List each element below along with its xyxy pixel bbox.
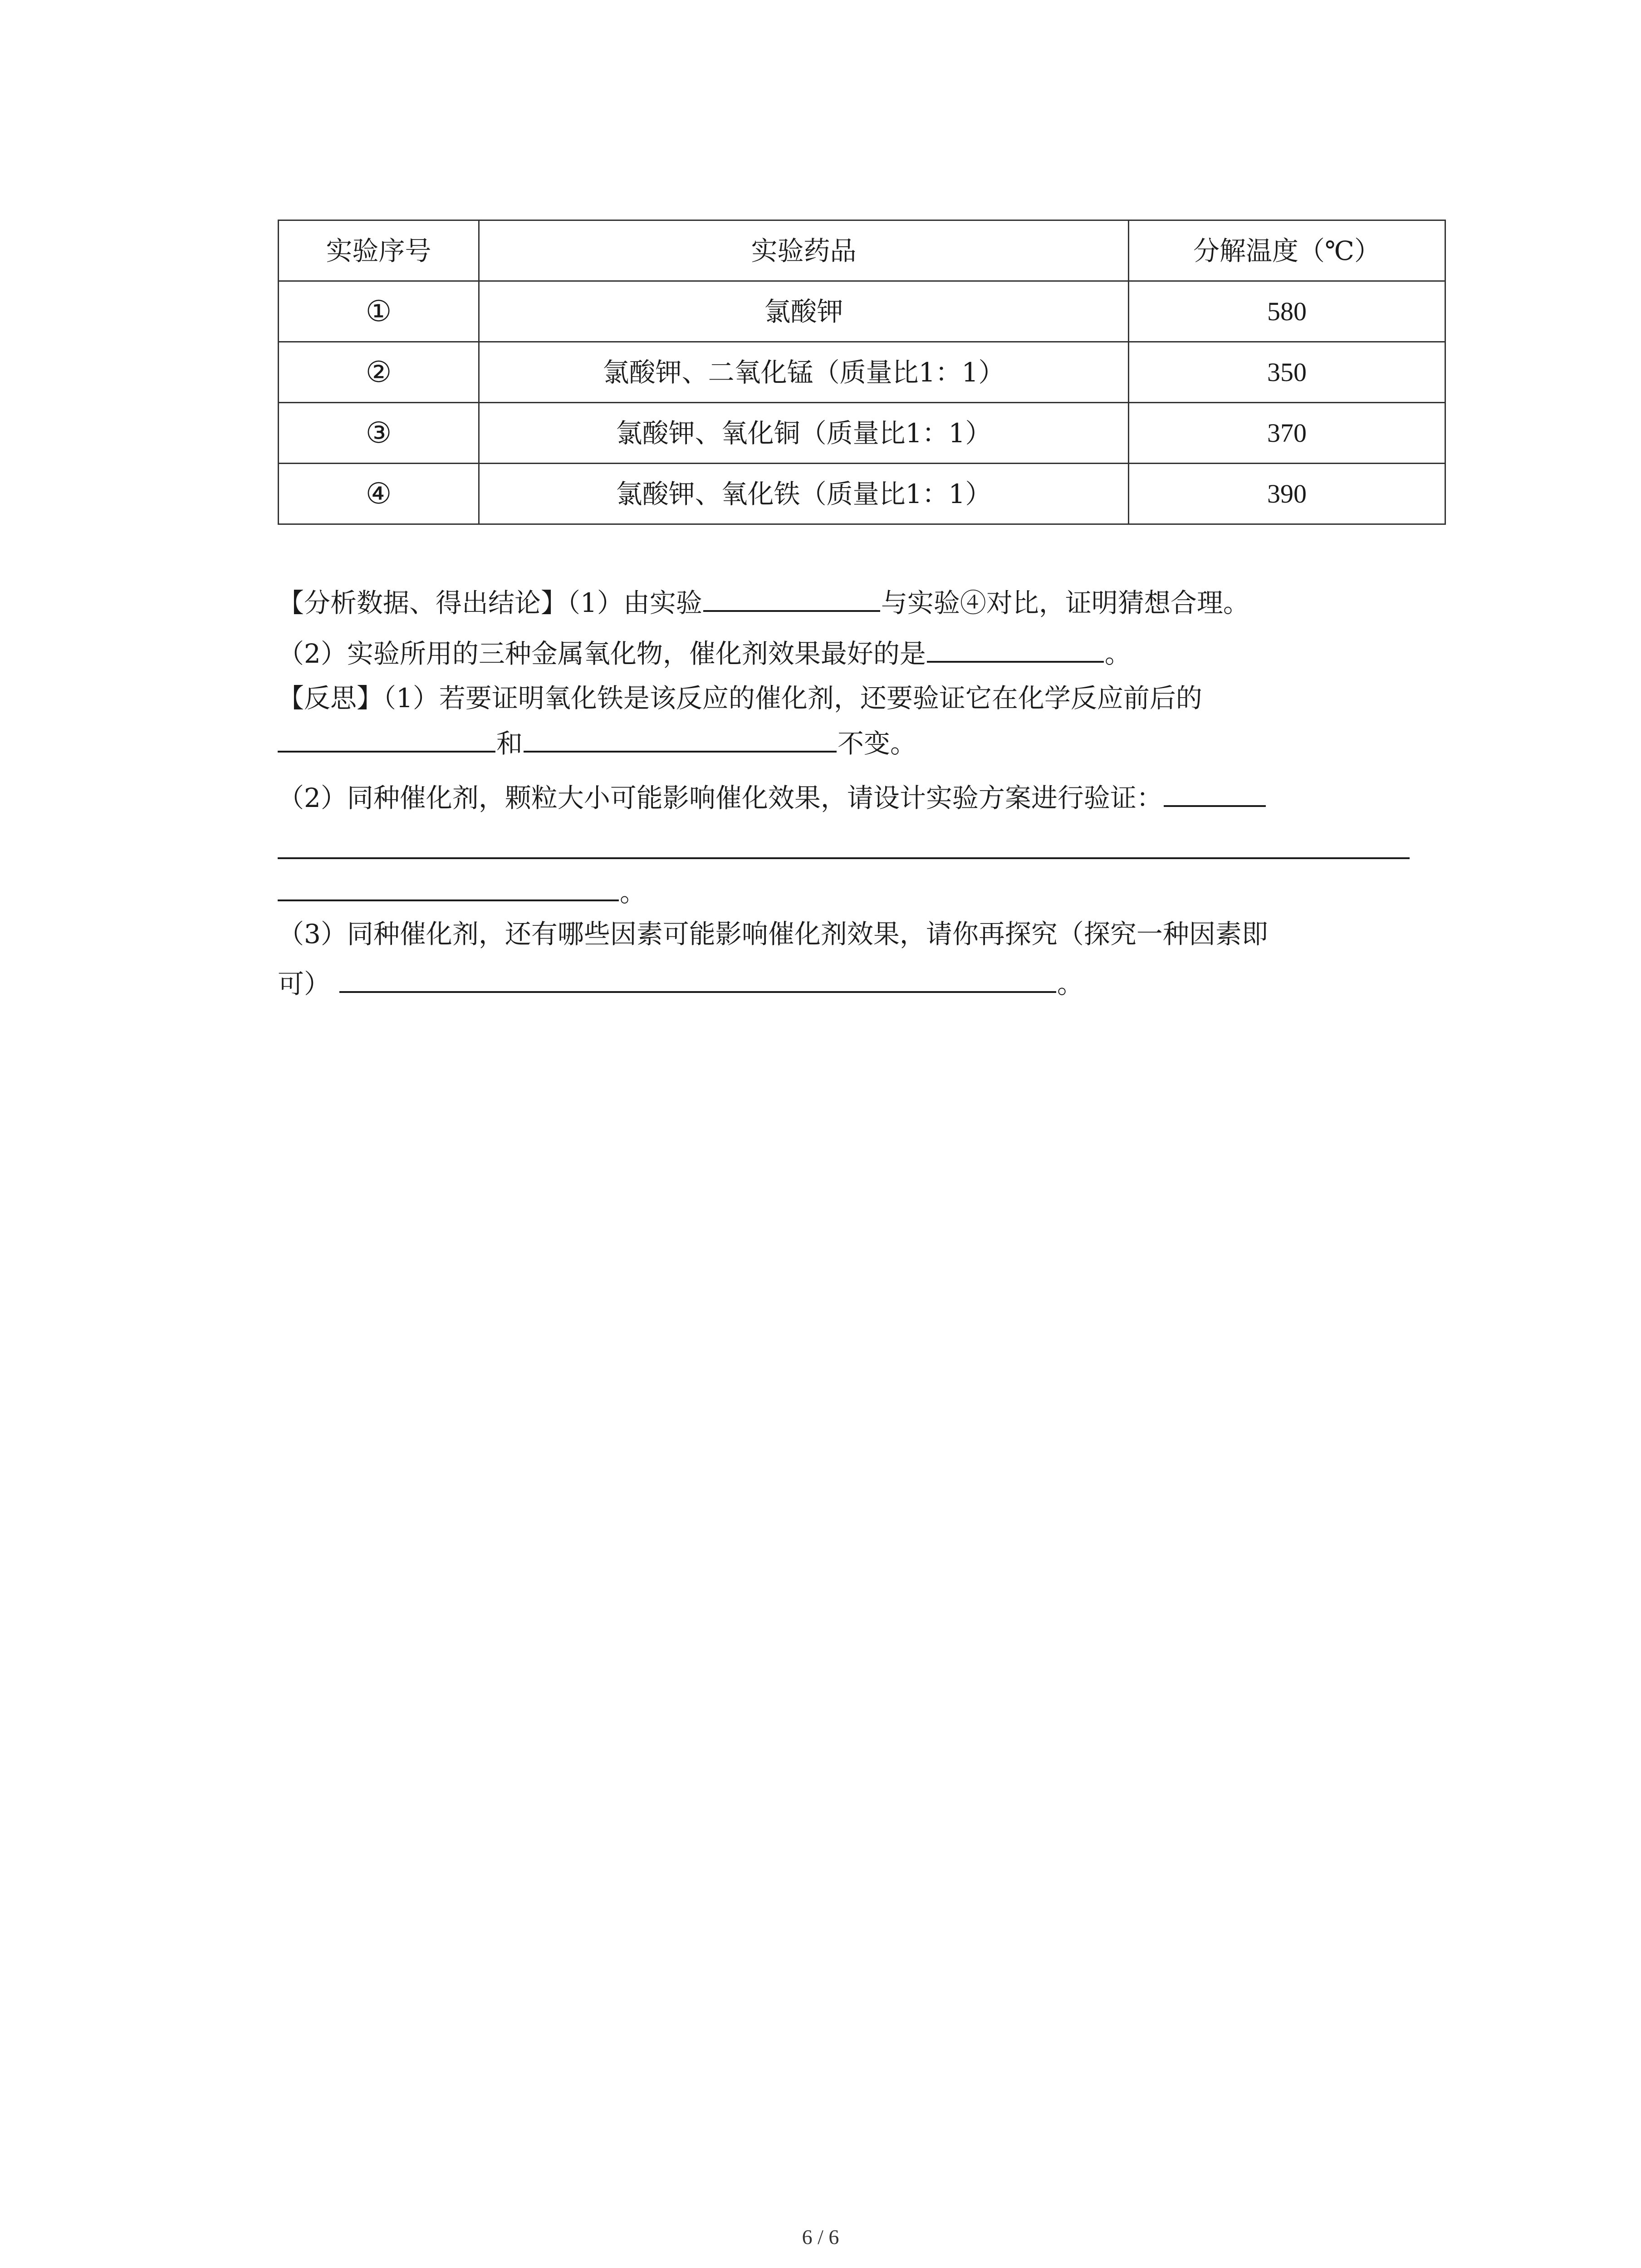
row-reagent: 氯酸钾 (479, 281, 1129, 342)
reflection-question-1 (278, 683, 1202, 714)
r2-text: （2）同种催化剂，颗粒大小可能影响催化效果，请设计实验方案进行验证： (278, 782, 1163, 813)
table-row (279, 281, 1445, 342)
answer-blank-r1a[interactable] (278, 746, 495, 753)
row-reagent: 氯酸钾、氧化铜（质量比1：1） (479, 403, 1129, 464)
row-temp: 370 (1129, 403, 1445, 464)
q2-suffix: 。 (1104, 638, 1131, 669)
table-row (279, 342, 1445, 403)
answer-blank-q2[interactable] (927, 656, 1104, 663)
answer-blank-r2c[interactable] (278, 895, 619, 901)
analysis-question-1 (278, 587, 1249, 618)
row-id: ① (279, 281, 479, 342)
row-temp: 580 (1129, 281, 1445, 342)
row-reagent: 氯酸钾、二氧化锰（质量比1：1） (479, 342, 1129, 403)
reflection-question-3 (278, 921, 1268, 947)
row-temp: 350 (1129, 342, 1445, 403)
r2-end: 。 (620, 877, 647, 908)
page-number: 6 / 6 (802, 2225, 839, 2248)
answer-line-r2b[interactable] (278, 857, 1410, 859)
reflection-question-1-cont (278, 730, 916, 757)
analysis-question-2 (278, 640, 1131, 667)
r1-end: 不变。 (838, 728, 917, 759)
q1-suffix: 与实验④对比，证明猜想合理。 (881, 587, 1249, 618)
reflection-question-3-cont (278, 968, 1084, 999)
r3-end: 。 (1057, 968, 1084, 999)
header-experiment-number: 实验序号 (279, 220, 479, 281)
header-decomposition-temp: 分解温度（℃） (1129, 220, 1445, 281)
row-id: ③ (279, 403, 479, 464)
row-temp: 390 (1129, 464, 1445, 524)
table-row (279, 464, 1445, 524)
row-reagent: 氯酸钾、氧化铁（质量比1：1） (479, 464, 1129, 524)
table-header-row (279, 220, 1445, 281)
answer-blank-r1b[interactable] (524, 746, 837, 753)
r1-and: 和 (496, 728, 523, 759)
answer-blank-q1[interactable] (703, 606, 880, 612)
q2-prefix: （2）实验所用的三种金属氧化物，催化剂效果最好的是 (278, 638, 926, 669)
r1-text: 【反思】（1）若要证明氧化铁是该反应的催化剂，还要验证它在化学反应前后的 (278, 683, 1202, 714)
answer-blank-r2a[interactable] (1164, 801, 1266, 807)
header-reagents: 实验药品 (479, 220, 1129, 281)
r3-cont: 可） (278, 968, 331, 999)
row-id: ② (279, 342, 479, 403)
r3-text: （3）同种催化剂，还有哪些因素可能影响催化剂效果，请你再探究（探究一种因素即 (278, 919, 1268, 949)
reflection-question-2 (278, 782, 1267, 813)
reflection-question-2-end (278, 877, 647, 908)
answer-blank-r3[interactable] (339, 987, 1056, 993)
q1-prefix: 【分析数据、得出结论】（1）由实验 (278, 587, 702, 618)
row-id: ④ (279, 464, 479, 524)
experiment-table (278, 220, 1446, 525)
table-row (279, 403, 1445, 464)
